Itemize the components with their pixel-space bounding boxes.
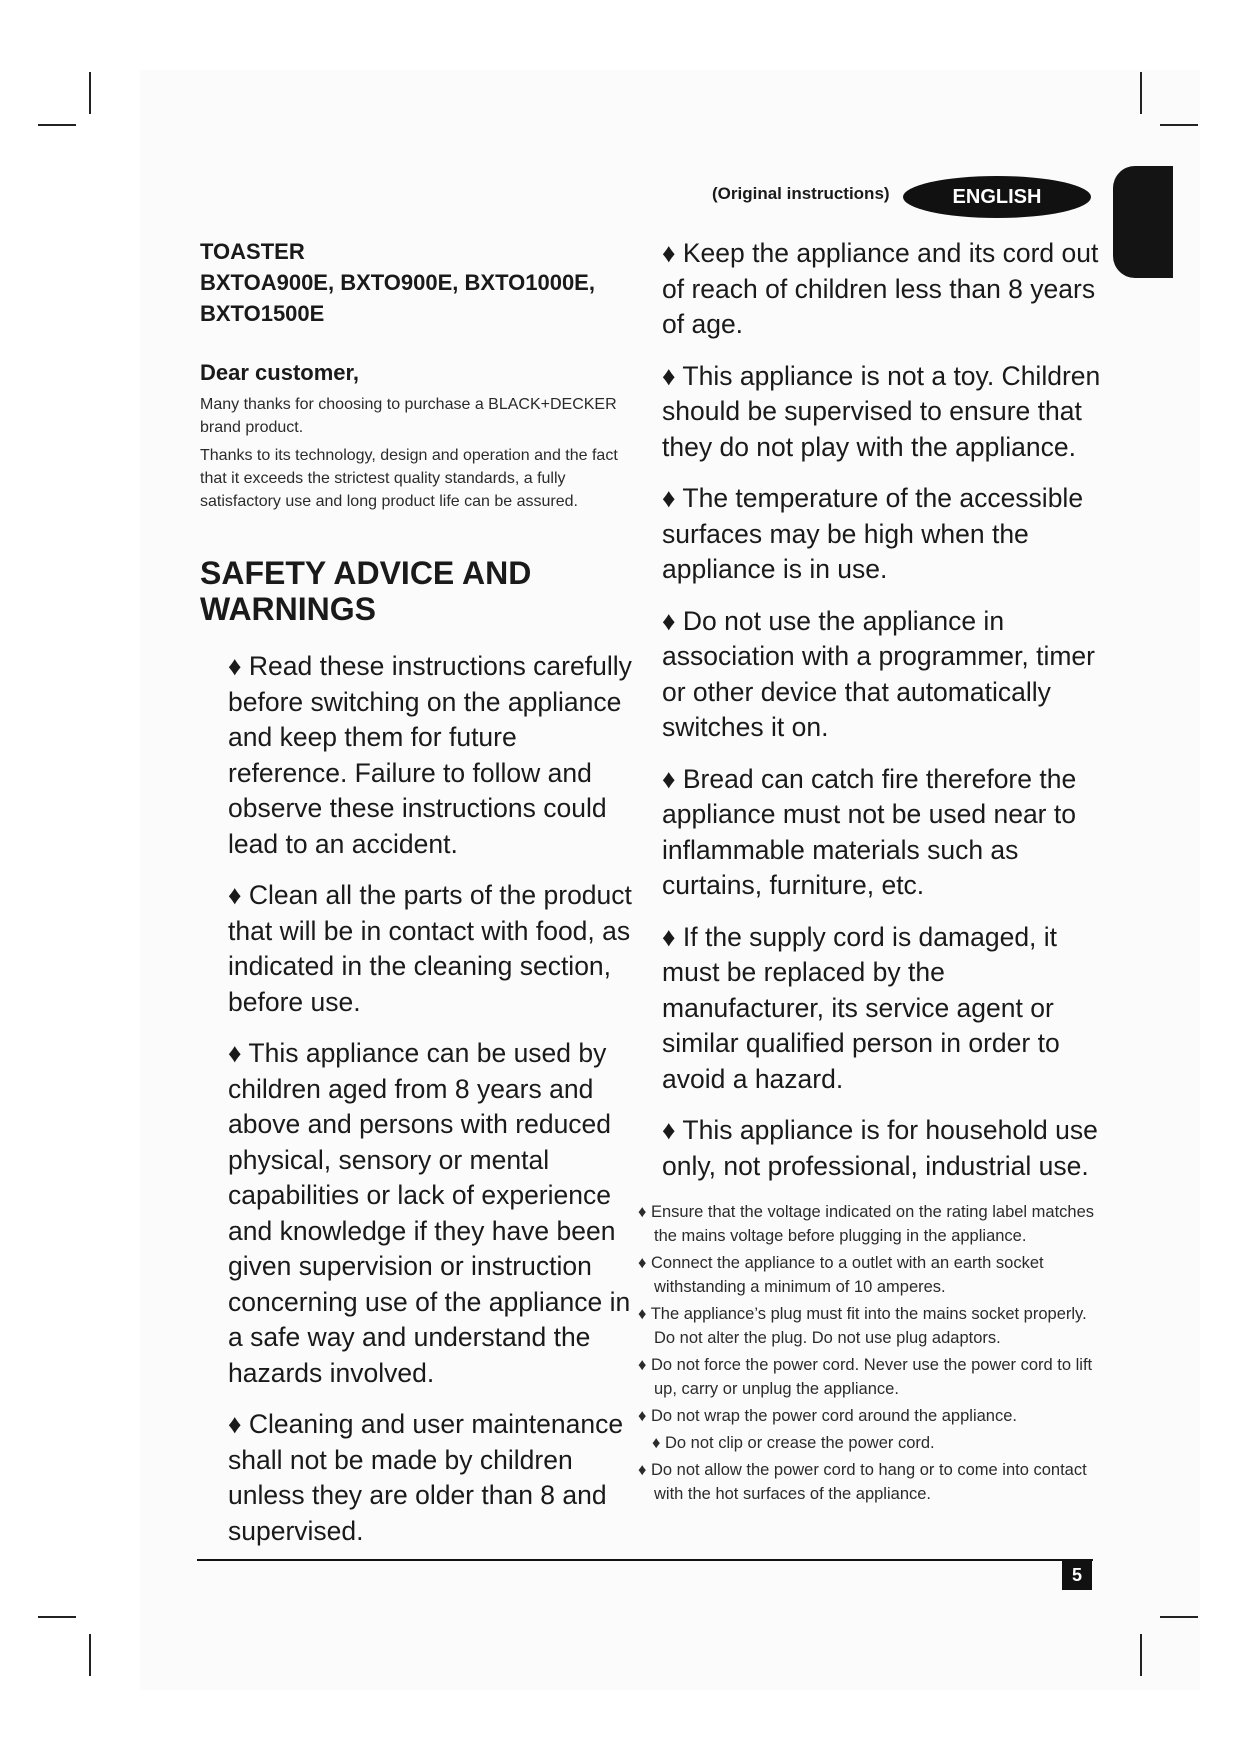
crop-mark	[89, 72, 91, 114]
warning-item: ♦ Keep the appliance and its cord out of reach of children less than 8 years of age.	[662, 238, 1099, 339]
warning-item: ♦ This appliance is not a toy. Children should be supervised to ensure that they do not play with the appliance.	[662, 360, 1101, 462]
warning-item: ♦ Cleaning and user maintenance shall not be made by children unless they are older than 8 and supervised.	[228, 1409, 624, 1546]
product-title-line: BXTOA900E, BXTO900E, BXTO1000E,	[200, 270, 595, 295]
left-column	[200, 236, 640, 1565]
intro-paragraph: Many thanks for choosing to purchase a BLACK+DECKER brand product.	[200, 396, 617, 436]
product-title-line: BXTO1500E	[200, 301, 325, 326]
greeting: Dear customer,	[200, 360, 359, 385]
crop-mark	[38, 124, 76, 126]
crop-mark	[38, 1616, 76, 1618]
crop-mark	[1160, 124, 1198, 126]
crop-mark	[1140, 1634, 1142, 1676]
section-thumb-tab	[1113, 166, 1173, 278]
warning-item: ♦ Read these instructions carefully before switching on the appliance and keep them for future reference. Failure to follow and observe these instructions could lead to an accident.	[228, 651, 632, 859]
footer-rule	[197, 1559, 1093, 1561]
product-title-line: TOASTER	[200, 239, 305, 264]
section-title: SAFETY ADVICE AND WARNINGS	[200, 555, 532, 627]
small-warning-item: ♦ The appliance’s plug must fit into the mains socket properly. Do not alter the plug. Do not use plug adaptors.	[638, 1305, 1087, 1347]
warning-item: ♦ Bread can catch fire therefore the appliance must not be used near to inflammable materials such as curtains, furniture, etc.	[662, 763, 1077, 900]
small-warning-item: ♦ Do not force the power cord. Never use the power cord to lift up, carry or unplug the appliance.	[638, 1356, 1093, 1398]
warning-item: ♦ Clean all the parts of the product that will be in contact with food, as indicated in the cleaning section, before use.	[228, 880, 632, 1017]
warning-item: ♦ The temperature of the accessible surfaces may be high when the appliance is in use.	[662, 483, 1084, 584]
product-title	[200, 236, 640, 329]
crop-mark	[89, 1634, 91, 1676]
intro-paragraph: Thanks to its technology, design and operation and the fact that it exceeds the strictest quality standards, a fully satisfactory use and long product life can be assured.	[200, 447, 618, 510]
small-warning-item: ♦ Do not clip or crease the power cord.	[652, 1434, 935, 1452]
small-warning-item: ♦ Connect the appliance to a outlet with an earth socket withstanding a minimum of 10 amperes.	[638, 1254, 1044, 1296]
right-column	[638, 236, 1112, 1509]
small-warning-item: ♦ Do not wrap the power cord around the appliance.	[638, 1407, 1017, 1425]
crop-mark	[1140, 72, 1142, 114]
warning-item: ♦ This appliance can be used by children aged from 8 years and above and persons with reduced physical, sensory or mental capabilities or lack of experience and knowledge if they have been given supervision or instruction concerning use of the appliance in a safe way and understand the hazards involved.	[228, 1038, 631, 1388]
warning-item: ♦ This appliance is for household use only, not professional, industrial use.	[662, 1115, 1098, 1181]
small-warning-item: ♦ Do not allow the power cord to hang or to come into contact with the hot surfaces of the appliance.	[638, 1461, 1087, 1503]
electrical-warnings-list	[638, 1200, 1112, 1506]
original-instructions-note: (Original instructions)	[712, 184, 890, 203]
warning-item: ♦ Do not use the appliance in association with a programmer, timer or other device that automatically switches it on.	[662, 605, 1095, 742]
small-warning-item: ♦ Ensure that the voltage indicated on the rating label matches the mains voltage before plugging in the appliance.	[638, 1203, 1095, 1245]
language-badge: ENGLISH	[903, 176, 1091, 218]
warning-item: ♦ If the supply cord is damaged, it must be replaced by the manufacturer, its service agent or similar qualified person in order to avoid a hazard.	[662, 921, 1060, 1094]
page-number: 5	[1062, 1560, 1092, 1590]
crop-mark	[1160, 1616, 1198, 1618]
